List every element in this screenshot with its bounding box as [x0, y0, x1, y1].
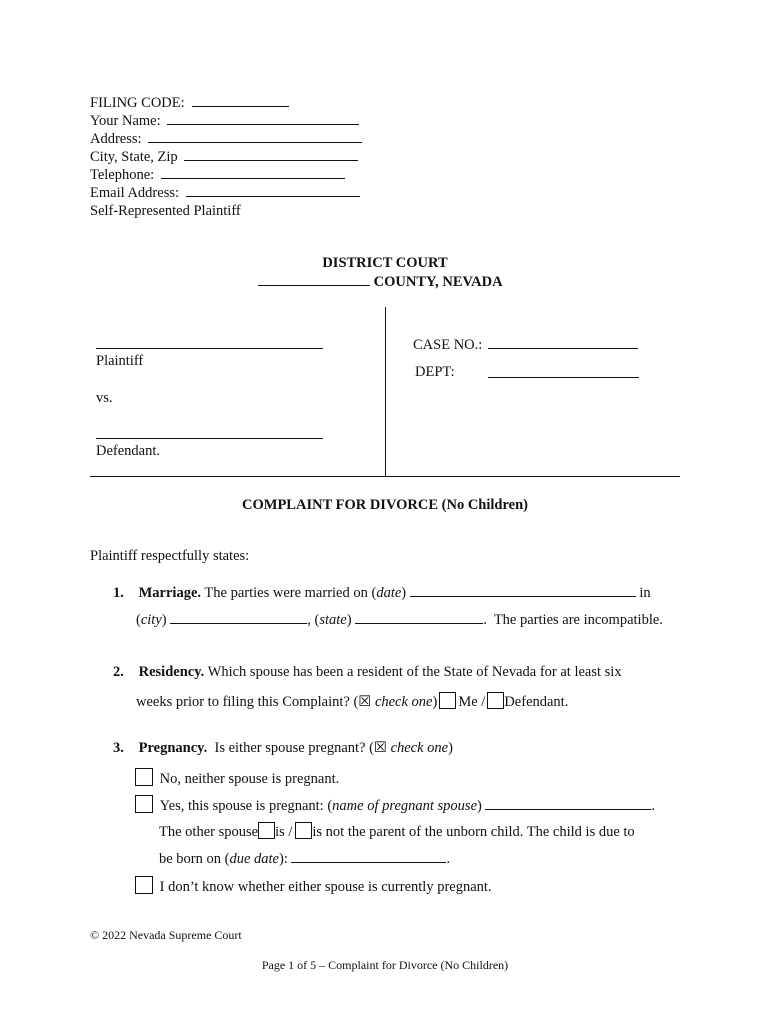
- residency-defendant-checkbox[interactable]: [487, 692, 504, 709]
- marriage-line-2: (city) , (state) . The parties are incompatible.: [136, 612, 663, 628]
- due-date-field[interactable]: [291, 850, 446, 863]
- marriage-heading: Marriage.: [138, 585, 202, 601]
- pregnancy-line-1: 3. Pregnancy. Is either spouse pregnant? (☒ check one): [113, 740, 453, 756]
- pregnancy-option-no: [135, 768, 339, 788]
- plaintiff-name-field[interactable]: [96, 348, 323, 349]
- check-one-label-3: check one: [390, 740, 449, 756]
- is-label: is /: [275, 824, 293, 840]
- copyright-text: © 2022 Nevada Supreme Court: [90, 928, 242, 942]
- check-one-label: check one: [374, 694, 433, 710]
- born-on-label: be born on (: [159, 851, 230, 867]
- county-label: COUNTY, NEVADA: [373, 274, 503, 290]
- residency-heading: Residency.: [138, 664, 205, 680]
- address-label: Address:: [90, 131, 142, 147]
- caption-divider: [385, 307, 386, 476]
- is-not-text: is not the parent of the unborn child. The child is due to: [312, 824, 635, 840]
- your-name-field[interactable]: [167, 112, 359, 125]
- defendant-option-label: Defendant.: [504, 694, 569, 710]
- due-date-label: due date: [229, 851, 279, 867]
- defendant-name-field[interactable]: [96, 438, 323, 439]
- pregnancy-no-checkbox[interactable]: [135, 768, 153, 786]
- other-spouse-is-checkbox[interactable]: [258, 822, 275, 839]
- pregnant-spouse-name-label: name of pregnant spouse: [332, 798, 478, 814]
- case-no-row: [413, 336, 638, 354]
- intro-text: Plaintiff respectfully states:: [90, 548, 250, 564]
- pregnant-spouse-name-field[interactable]: [485, 797, 651, 810]
- residency-question: Which spouse has been a resident of the State of Nevada for at least six: [207, 664, 622, 680]
- other-spouse-is-not-checkbox[interactable]: [295, 822, 312, 839]
- residency-question-2: weeks prior to filing this Complaint? (☒: [136, 694, 375, 710]
- city-state-zip-row: [90, 148, 358, 166]
- pregnancy-option-yes: Yes, this spouse is pregnant: (name of pregnant spouse) .: [135, 795, 655, 815]
- item-3-number: 3.: [113, 740, 124, 756]
- filing-code-field[interactable]: [192, 94, 289, 107]
- city-state-zip-label: City, State, Zip: [90, 149, 178, 165]
- other-spouse-label: The other spouse: [159, 824, 259, 840]
- city-label: city: [140, 612, 162, 628]
- marriage-city-field[interactable]: [170, 611, 307, 624]
- marriage-text: The parties were married on (: [204, 585, 377, 601]
- case-no-label: CASE NO.:: [413, 337, 483, 353]
- pregnancy-question: Is either spouse pregnant? (☒: [214, 740, 391, 756]
- plaintiff-label: Plaintiff: [96, 353, 144, 369]
- in-label: in: [639, 585, 651, 601]
- other-spouse-line: [159, 822, 635, 841]
- email-row: [90, 184, 360, 202]
- city-state-zip-field[interactable]: [184, 148, 358, 161]
- marriage-state-field[interactable]: [355, 611, 483, 624]
- your-name-row: [90, 112, 359, 130]
- pregnancy-option-unknown: [135, 876, 492, 896]
- self-represented-label: Self-Represented Plaintiff: [90, 203, 241, 219]
- telephone-field[interactable]: [161, 166, 345, 179]
- case-no-field[interactable]: [488, 336, 638, 349]
- marriage-line-1: [113, 584, 651, 602]
- state-label: state: [319, 612, 347, 628]
- address-field[interactable]: [148, 130, 362, 143]
- pregnancy-unknown-checkbox[interactable]: [135, 876, 153, 894]
- document-title: COMPLAINT FOR DIVORCE (No Children): [242, 497, 528, 513]
- telephone-row: [90, 166, 345, 184]
- caption-bottom-rule: [90, 476, 680, 477]
- item-1-number: 1.: [113, 585, 124, 601]
- marriage-date-field[interactable]: [410, 584, 636, 597]
- due-date-line: be born on (due date): .: [159, 851, 451, 867]
- telephone-label: Telephone:: [90, 167, 155, 183]
- filing-code-label: FILING CODE:: [90, 95, 185, 111]
- defendant-label: Defendant.: [96, 443, 161, 459]
- residency-me-checkbox[interactable]: [439, 692, 456, 709]
- email-label: Email Address:: [90, 185, 180, 201]
- vs-label: vs.: [96, 390, 113, 406]
- filing-code-row: [90, 94, 289, 112]
- pregnancy-yes-checkbox[interactable]: [135, 795, 153, 813]
- item-2-number: 2.: [113, 664, 124, 680]
- date-label: date: [376, 585, 402, 601]
- pregnancy-heading: Pregnancy.: [138, 740, 208, 756]
- pregnancy-no-label: No, neither spouse is pregnant.: [159, 771, 340, 787]
- county-row: [258, 273, 503, 291]
- pregnancy-unknown-label: I don’t know whether either spouse is currently pregnant.: [159, 879, 492, 895]
- page-footer: Page 1 of 5 – Complaint for Divorce (No Children): [261, 958, 509, 972]
- your-name-label: Your Name:: [90, 113, 161, 129]
- residency-line-2: weeks prior to filing this Complaint? (☒ check one) Me / Defendant.: [136, 694, 569, 710]
- pregnancy-yes-label: Yes, this spouse is pregnant: (: [159, 798, 333, 814]
- court-title: DISTRICT COURT: [322, 255, 448, 271]
- marriage-paren: ): [401, 585, 407, 601]
- residency-line-1: [113, 664, 622, 681]
- county-field[interactable]: [258, 273, 370, 286]
- incompatible-text: The parties are incompatible.: [493, 612, 663, 628]
- dept-field[interactable]: [488, 377, 639, 378]
- address-row: [90, 130, 362, 148]
- dept-label: DEPT:: [415, 364, 455, 380]
- me-label: Me /: [458, 694, 486, 710]
- email-field[interactable]: [186, 184, 360, 197]
